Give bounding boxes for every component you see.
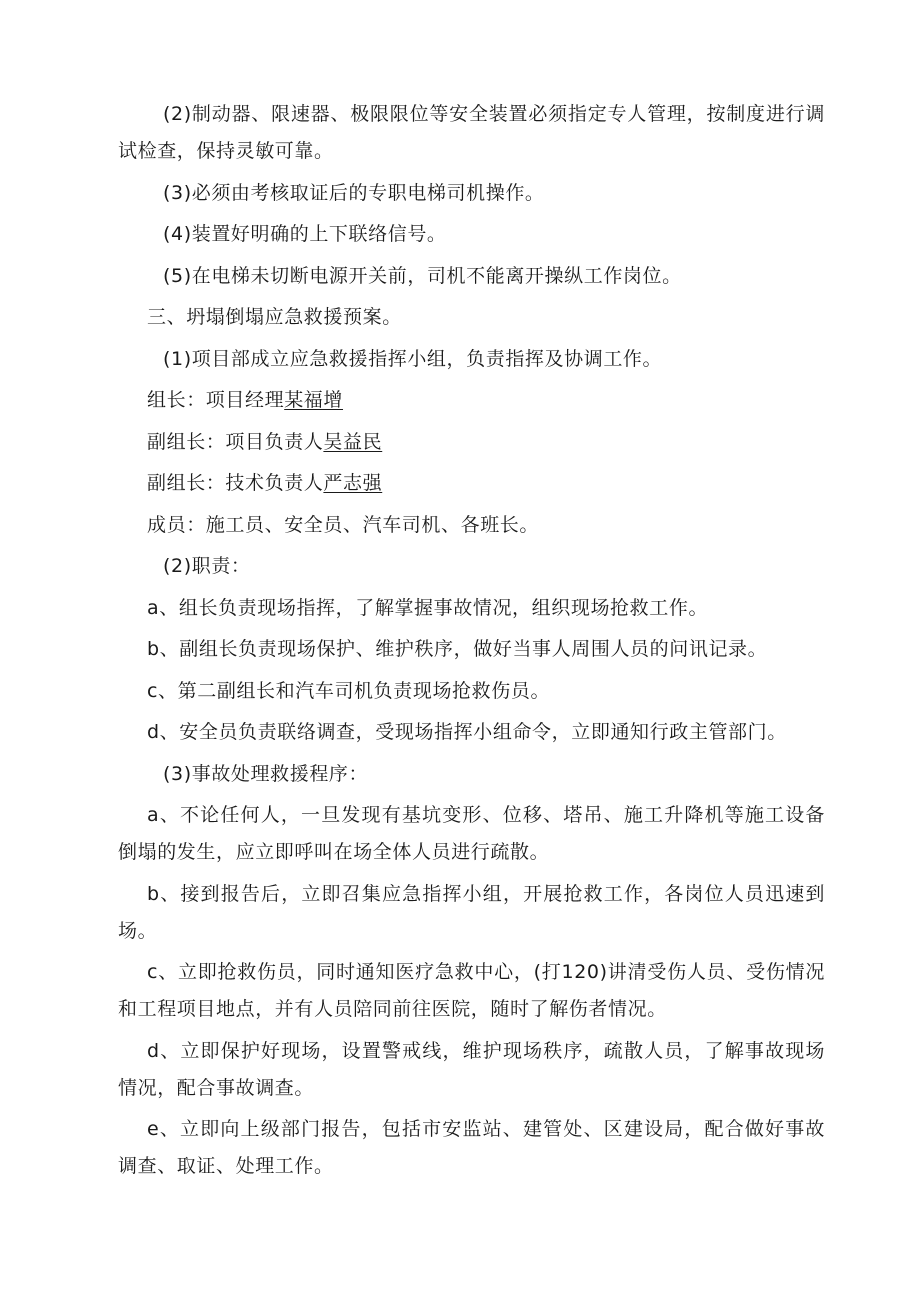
role-person-name: 吴益民	[323, 430, 383, 453]
list-item-text: b、接到报告后，立即召集应急指挥小组，开展抢救工作，各岗位人员迅速到场。	[118, 882, 825, 942]
role-label: 副组长：项目负责人	[147, 430, 324, 453]
subheading-duties	[147, 548, 831, 585]
subheading-rescue-procedure	[147, 756, 831, 793]
role-label: 副组长：技术负责人	[147, 472, 324, 494]
paragraph-text: (4)装置好明确的上下联络信号。	[163, 223, 447, 245]
paragraph-power-switch	[147, 258, 831, 295]
list-item-text: a、不论任何人，一旦发现有基坑变形、位移、塔吊、施工升降机等施工设备倒塌的发生，应立即呼叫在场全体人员进行疏散。	[118, 804, 825, 863]
role-deputy-leader-1	[147, 424, 831, 461]
list-item-text: e、立即向上级部门报告，包括市安监站、建管处、区建设局，配合做好事故调查、取证、处理工作。	[118, 1118, 825, 1177]
paragraph-certified-operator	[147, 175, 831, 212]
role-person-name: 严志强	[323, 472, 383, 494]
duty-item-c	[147, 673, 831, 710]
document-body	[118, 96, 831, 1185]
duty-item-d	[147, 714, 831, 751]
list-item-text: c、第二副组长和汽车司机负责现场抢救伤员。	[147, 679, 551, 702]
section-heading-collapse-plan	[147, 299, 831, 336]
procedure-item-b	[118, 876, 825, 950]
role-team-leader	[147, 382, 831, 419]
procedure-item-d	[118, 1033, 825, 1107]
subheading-text: (2)职责：	[163, 555, 251, 577]
list-item-text: d、立即保护好现场，设置警戒线，维护现场秩序，疏散人员，了解事故现场情况，配合事故调查。	[118, 1039, 825, 1099]
paragraph-text: (3)必须由考核取证后的专职电梯司机操作。	[163, 181, 545, 204]
duty-item-b	[147, 631, 831, 668]
list-item-text: b、副组长负责现场保护、维护秩序，做好当事人周围人员的问讯记录。	[147, 638, 768, 660]
section-heading-text: 三、坍塌倒塌应急救援预案。	[147, 306, 402, 328]
role-deputy-leader-2	[147, 465, 831, 502]
paragraph-command-group	[147, 341, 831, 378]
procedure-item-c	[118, 954, 825, 1028]
role-label: 组长：项目经理	[147, 389, 285, 411]
procedure-item-a	[118, 797, 825, 871]
list-item-text: a、组长负责现场指挥，了解掌握事故情况，组织现场抢救工作。	[147, 596, 709, 619]
paragraph-brake-safety	[118, 96, 825, 170]
paragraph-text: (1)项目部成立应急救援指挥小组，负责指挥及协调工作。	[163, 347, 663, 370]
paragraph-text: (2)制动器、限速器、极限限位等安全装置必须指定专人管理，按制度进行调试检查，保持灵敏可靠。	[118, 103, 825, 162]
list-item-text: d、安全员负责联络调查，受现场指挥小组命令，立即通知行政主管部门。	[147, 721, 787, 743]
subheading-text: (3)事故处理救援程序：	[163, 762, 369, 785]
procedure-item-e	[118, 1111, 825, 1185]
paragraph-signal-install	[147, 216, 831, 253]
role-person-name: 某福增	[284, 389, 344, 411]
paragraph-text: (5)在电梯未切断电源开关前，司机不能离开操纵工作岗位。	[163, 264, 682, 287]
role-members	[147, 507, 831, 544]
list-item-text: c、立即抢救伤员，同时通知医疗急救中心，(打120)讲清受伤人员、受伤情况和工程项目地点，并有人员陪同前往医院，随时了解伤者情况。	[118, 961, 825, 1020]
duty-item-a	[147, 590, 831, 627]
paragraph-text: 成员：施工员、安全员、汽车司机、各班长。	[147, 513, 540, 536]
